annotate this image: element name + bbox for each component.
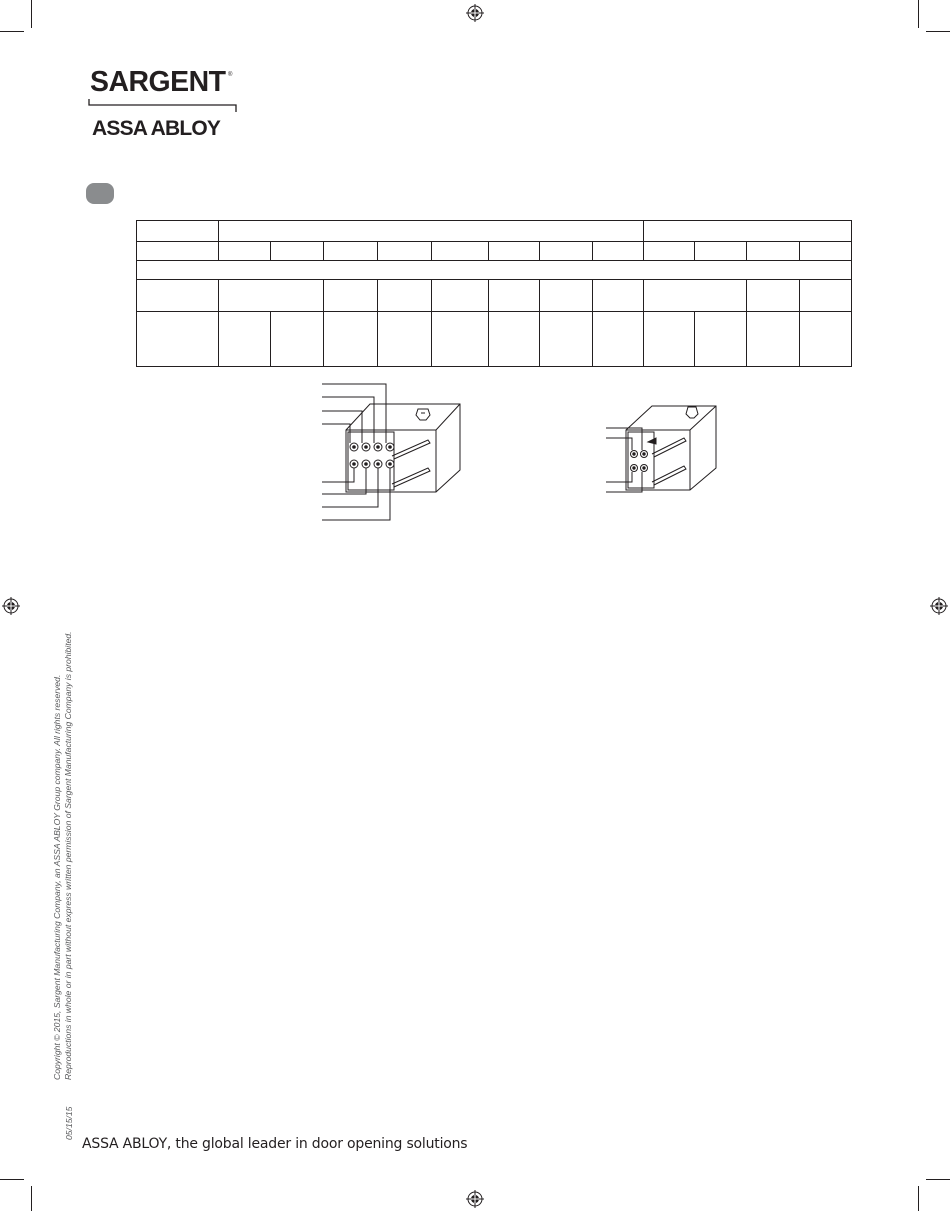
crop-mark-bottom-left-h	[0, 1179, 24, 1180]
crop-mark-top-left-h	[0, 31, 24, 32]
table-cell	[644, 312, 695, 367]
brand-logo-parent: ASSA ABLOY	[92, 117, 221, 140]
table-cell	[432, 280, 489, 312]
brand-registered-mark: ®	[228, 72, 233, 78]
table-cell	[137, 242, 219, 261]
table-cell	[593, 242, 644, 261]
brand-logo-name: SARGENT	[90, 66, 226, 98]
registration-target-icon	[930, 597, 948, 615]
wiring-table	[136, 220, 852, 367]
table-cell	[747, 242, 800, 261]
table-cell	[219, 242, 271, 261]
table-cell	[324, 312, 378, 367]
table-cell	[489, 312, 540, 367]
table-cell	[695, 242, 747, 261]
table-cell	[137, 312, 219, 367]
registration-target-icon	[2, 597, 20, 615]
table-cell	[644, 221, 852, 242]
crop-mark-bottom-left-v	[31, 1186, 32, 1211]
table-cell	[378, 312, 432, 367]
copyright-notice	[52, 631, 74, 1080]
table-cell	[432, 242, 489, 261]
table-cell	[540, 242, 593, 261]
table-cell	[137, 261, 852, 280]
table-cell	[747, 280, 800, 312]
table-subheader-row	[137, 242, 852, 261]
table-row	[137, 312, 852, 367]
registration-target-icon	[466, 1190, 484, 1208]
table-row	[137, 261, 852, 280]
table-cell	[137, 280, 219, 312]
table-cell	[593, 312, 644, 367]
table-header-row	[137, 221, 852, 242]
table-cell	[540, 280, 593, 312]
connector-8-pin-diagram	[318, 380, 468, 525]
table-cell	[644, 280, 747, 312]
table-cell	[324, 242, 378, 261]
table-cell	[747, 312, 800, 367]
table-cell	[271, 312, 324, 367]
table-cell	[593, 280, 644, 312]
crop-mark-top-left-v	[31, 0, 32, 28]
table-cell	[378, 280, 432, 312]
crop-mark-bottom-right-v	[918, 1186, 919, 1211]
table-cell	[378, 242, 432, 261]
footer-tagline: ASSA ABLOY, the global leader in door opening solutions	[82, 1136, 468, 1152]
table-cell	[489, 242, 540, 261]
crop-mark-bottom-right-h	[926, 1179, 950, 1180]
crop-mark-top-right-v	[918, 0, 919, 28]
table-cell	[489, 280, 540, 312]
copyright-line-2: Reproductions in whole or in part without express written permission of Sargent Manufacturing Company is prohibited.	[63, 631, 73, 1080]
crop-mark-top-right-h	[926, 31, 950, 32]
table-cell	[644, 242, 695, 261]
logo-divider	[88, 98, 238, 114]
table-cell	[219, 312, 271, 367]
table-cell	[271, 242, 324, 261]
table-cell	[800, 242, 852, 261]
registration-target-icon	[466, 4, 484, 22]
table-cell	[800, 312, 852, 367]
connector-4-pin-diagram	[604, 398, 724, 498]
table-cell	[432, 312, 489, 367]
print-date: 05/15/15	[64, 1106, 74, 1140]
table-cell	[219, 221, 644, 242]
section-marker-icon	[86, 183, 114, 204]
table-cell	[800, 280, 852, 312]
table-cell	[137, 221, 219, 242]
table-cell	[324, 280, 378, 312]
table-cell	[695, 312, 747, 367]
table-cell	[219, 280, 324, 312]
table-cell	[540, 312, 593, 367]
copyright-line-1: Copyright © 2015, Sargent Manufacturing Company, an ASSA ABLOY Group company. All rights reserved.	[52, 674, 62, 1080]
table-row	[137, 280, 852, 312]
